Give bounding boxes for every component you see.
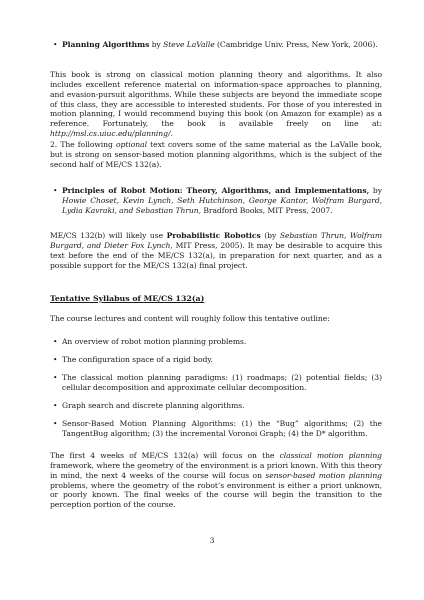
syllabus-item: [53, 419, 382, 439]
book-title: Probabilistic Robotics: [166, 231, 261, 240]
book-authors: Steve LaValle: [163, 40, 215, 49]
bullet: •: [53, 337, 58, 346]
book-title: Principles of Robot Motion: Theory, Algorithms, and Implementations,: [62, 186, 370, 195]
bullet: •: [53, 40, 58, 49]
paragraph-syllabus-intro: The course lectures and content will roughly follow this tentative outline:: [50, 314, 330, 323]
syllabus-item: [53, 373, 382, 393]
syllabus-item: [53, 401, 382, 411]
syllabus-item: [53, 337, 382, 347]
bullet: •: [53, 373, 58, 382]
paragraph-probabilistic-robotics: [50, 231, 382, 270]
book-by: by: [149, 40, 164, 49]
book-by: by: [369, 186, 382, 195]
book-entry-lavalle: [53, 40, 382, 50]
syllabus-item-text: The classical motion planning paradigms: (1) roadmaps; (2) potential fields; (3) cellular decomposition and approximate cellular decomposition.: [62, 373, 382, 392]
syllabus-item-text: Graph search and discrete planning algorithms.: [62, 401, 245, 410]
text: (by: [260, 231, 280, 240]
syllabus-item-text: The configuration space of a rigid body.: [62, 355, 213, 364]
book-authors: Howie Choset, Kevin Lynch, Seth Hutchinson, George Kantor, Wolfram Burgard, Lydia Kavraki, and Sebastian Thrun,: [62, 195, 382, 215]
syllabus-item-text: Sensor-Based Motion Planning Algorithms: (1) the “Bug” algorithms; (2) the TangentBug algorithm; (3) the incremental Voronoi Graph; (4) the D* algorithm.: [62, 419, 382, 438]
section-heading: Tentative Syllabus of ME/CS 132(a): [50, 294, 205, 303]
text: , MIT Press, 2005). It may be desirable to acquire this text before the end of the ME/CS 132(a), in preparation for next quarter, and as a possible support for the ME/CS 132(a) final project.: [50, 240, 382, 270]
text: problems, where the geometry of the robot’s environment is either a priori unknown, or poorly known. The final weeks of the course will begin the transition to the perception portion of the course.: [50, 480, 382, 510]
paragraph-optional-text: [50, 140, 382, 170]
book-publisher: Bradford Books, MIT Press, 2007.: [200, 205, 333, 215]
book-entry-choset: [53, 186, 382, 216]
paragraph-course-plan: [50, 451, 382, 510]
bullet: •: [53, 401, 58, 410]
text: framework, where the geometry of the environment is a priori known. With this theory in mind, the next 4 weeks of the course will focus on: [50, 460, 382, 480]
text: ME/CS 132(b) will likely use: [50, 231, 167, 240]
text: The first 4 weeks of ME/CS 132(a) will focus on the: [50, 451, 280, 460]
emphasis: classical motion planning: [279, 451, 382, 460]
page-number: 3: [209, 536, 215, 545]
bullet: •: [53, 419, 58, 428]
text: 2. The following: [50, 140, 117, 149]
text: text covers some of the same material as the LaValle book, but is strong on sensor-based motion planning algorithms, which is the subject of the second half of ME/CS 132(a).: [50, 140, 382, 169]
bullet: •: [53, 355, 58, 364]
syllabus-item-text: An overview of robot motion planning problems.: [62, 337, 247, 346]
syllabus-item: [53, 355, 382, 365]
book-url: http://msl.cs.uiuc.edu/planning/: [50, 129, 171, 139]
emphasis: optional: [116, 140, 147, 149]
text: This book is strong on classical motion planning theory and algorithms. It also includes excellent reference material on information-space approaches to planning, and evasion-pursuit algorithms. While these subjects are beyond the immediate scope of this class, they are accessible to interested students. For those of you interested in motion planning, I would recommend buying this book (on Amazon for example) as a reference. Fortunately, the book is available freely on line at:: [50, 70, 382, 129]
book-publisher: (Cambridge Univ. Press, New York, 2006).: [214, 40, 378, 49]
book-title: Planning Algorithms: [62, 40, 150, 49]
paragraph-lavalle-description: [50, 70, 382, 139]
text: .: [170, 129, 173, 139]
emphasis: sensor-based motion planning: [265, 470, 382, 480]
book-authors: Sebastian Thrun, Wolfram Burgard, and Dieter Fox Lynch: [50, 231, 382, 250]
bullet: •: [53, 186, 58, 195]
